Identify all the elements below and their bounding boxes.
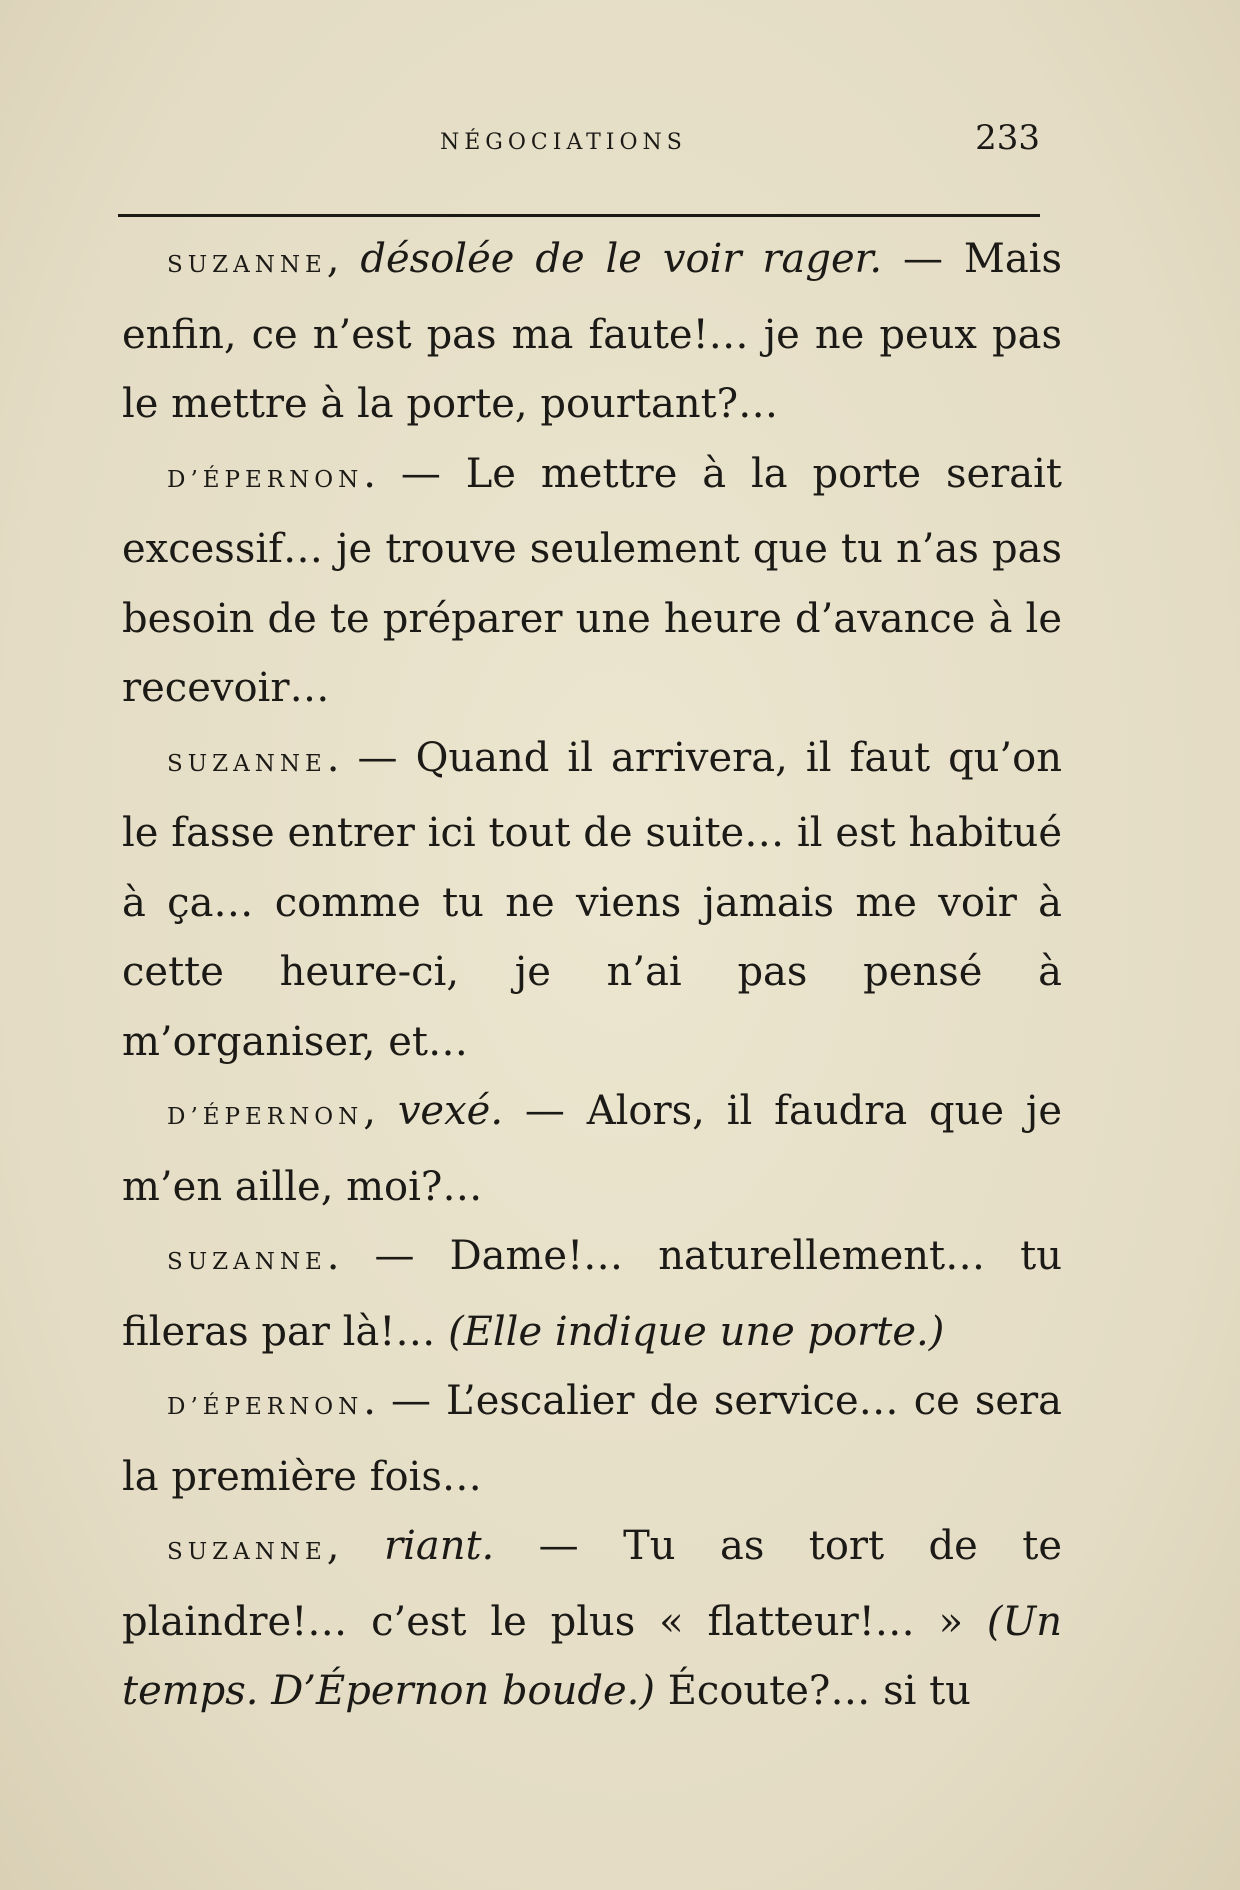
dialogue-text: — Dame!… naturellement… tu fileras par là!… <box>122 1233 1062 1355</box>
dialogue-text: — Tu as tort de te plaindre!… c’est le plus « flatteur!… » <box>122 1523 1063 1645</box>
dialogue-text: — Le mettre à la porte serait excessif… je trouve seulement que tu n’as pas besoin de te préparer une heure d’avance à le recevoir… <box>122 450 1062 711</box>
dialogue-paragraph <box>122 1222 1062 1367</box>
running-title: NÉGOCIATIONS <box>440 130 687 155</box>
speaker-name: D’ÉPERNON <box>167 466 364 493</box>
dialogue-paragraph <box>122 1077 1062 1222</box>
dialogue-text: — Mais enfin, ce n’est pas ma faute!… je ne peux pas le mettre à la porte, pourtant?… <box>122 236 1062 427</box>
speaker-separator: . <box>326 1233 340 1279</box>
dialogue-paragraph <box>122 724 1062 1078</box>
speaker-name: SUZANNE <box>167 750 327 777</box>
speaker-name: D’ÉPERNON <box>167 1394 364 1420</box>
speaker-name: SUZANNE <box>167 1539 327 1565</box>
running-head <box>120 118 1040 158</box>
dialogue-text: — Quand il arrivera, il faut qu’on le fasse entrer ici tout de suite… il est habitué à ça… comme tu ne viens jamais me voir à cette heure-ci, je n’ai pas pensé à m’organiser, et… <box>122 734 1062 1065</box>
speaker-separator: . <box>363 450 376 497</box>
page-number: 233 <box>975 118 1040 158</box>
dialogue-text: — L’escalier de service… ce sera la première fois… <box>122 1378 1062 1500</box>
speaker-separator: , <box>326 236 361 282</box>
stage-direction: désolée de le voir rager. <box>360 236 883 282</box>
stage-direction: (Un temps. D’Épernon boude.) <box>122 1598 1062 1714</box>
dialogue-paragraph <box>122 440 1062 724</box>
play-text <box>122 225 1062 1727</box>
dialogue-text-continued: Écoute?… si tu <box>655 1668 971 1714</box>
speaker-name: SUZANNE <box>167 1249 327 1275</box>
speaker-name: SUZANNE <box>167 252 327 278</box>
stage-direction: riant. <box>383 1523 495 1569</box>
dialogue-text: — Alors, il faudra que je m’en aille, moi?… <box>122 1088 1062 1210</box>
speaker-separator: , <box>363 1088 398 1134</box>
stage-direction: (Elle indique une porte.) <box>448 1308 945 1355</box>
dialogue-paragraph <box>122 1512 1062 1727</box>
dialogue-paragraph <box>122 1367 1062 1512</box>
stage-direction: vexé. <box>397 1088 504 1134</box>
dialogue-paragraph <box>122 225 1062 440</box>
speaker-name: D’ÉPERNON <box>167 1104 364 1130</box>
speaker-separator: . <box>326 734 340 781</box>
speaker-separator: , <box>326 1523 384 1569</box>
header-rule <box>118 214 1040 217</box>
speaker-separator: . <box>363 1378 376 1424</box>
